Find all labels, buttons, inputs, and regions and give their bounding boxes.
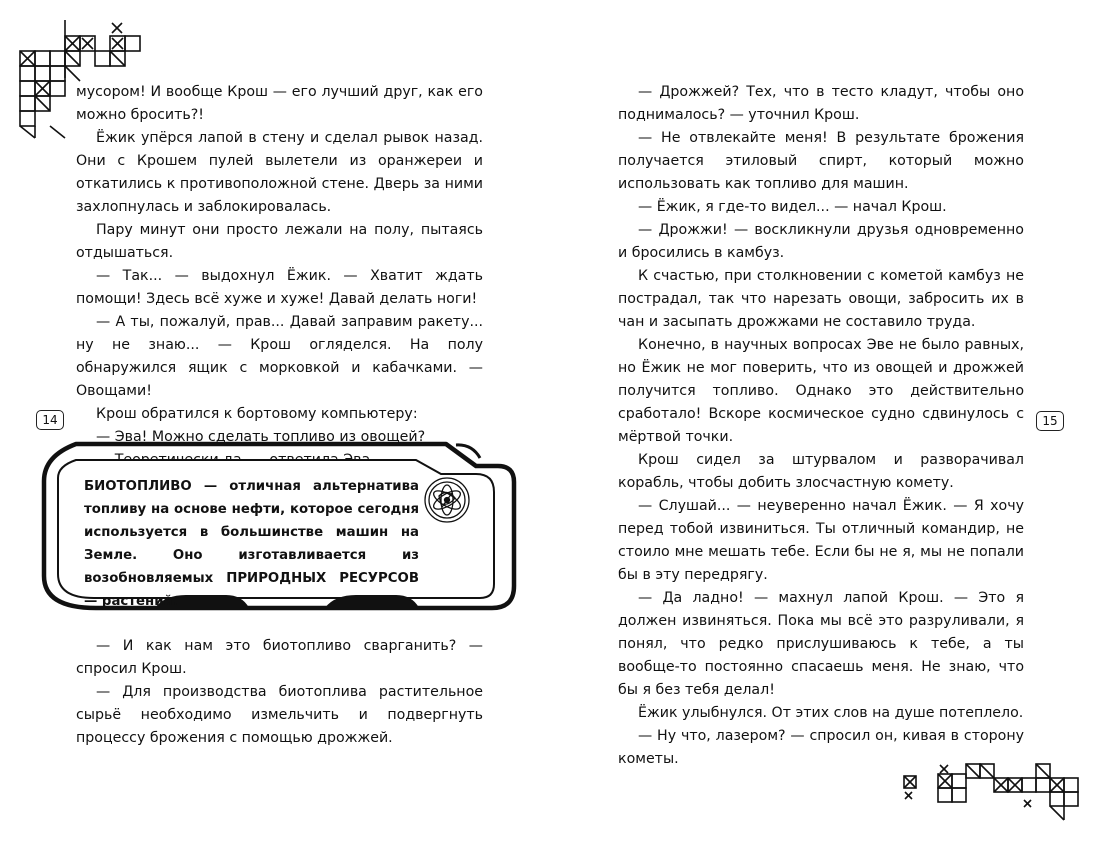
callout-text — [84, 475, 419, 613]
paragraph: — Слушай... — неуверенно начал Ёжик. — Я хочу перед тобой извиниться. Ты отличный командир, не стоило мне мешать тебе. Если бы не я, мы не попали бы в эту передрягу. — [618, 498, 1024, 583]
paragraph: Ёжик упёрся лапой в стену и сделал рывок назад. Они с Крошем пулей вылетели из оранжереи и откатились к противоположной стене. Дверь за ними захлопнулась и заблокировалась. — [76, 130, 483, 215]
paragraph: — Так... — выдохнул Ёжик. — Хватит ждать помощи! Здесь всё хуже и хуже! Давай делать ноги! — [76, 268, 483, 307]
paragraph: — Да ладно! — махнул лапой Крош. — Это я должен извиняться. Пока мы всё это разруливали, я понял, что редко прислушиваюсь к тебе, а ты вообще-то постоянно спасаешь меня. Не знаю, что бы я без тебя делал! — [618, 590, 1024, 698]
paragraph: — И как нам это биотопливо сварганить? — спросил Крош. — [76, 638, 483, 677]
paragraph: Пару минут они просто лежали на полу, пытаясь отдышаться. — [76, 222, 483, 261]
callout-term: БИОТОПЛИВО — [84, 479, 192, 494]
paragraph: Крош сидел за штурвалом и разворачивал корабль, чтобы добить злосчастную комету. — [618, 452, 1024, 491]
paragraph: — Ёжик, я где-то видел... — начал Крош. — [638, 199, 947, 215]
paragraph: Крош обратился к бортовому компьютеру: — [96, 406, 418, 422]
callout-definition: — отличная альтернатива топливу на основе нефти, которое сегодня используется в большинстве машин на Земле. Оно изготавливается из возобновляемых — [84, 479, 419, 586]
page-number-left: 14 — [36, 410, 64, 430]
paragraph: — Ну что, лазером? — спросил он, кивая в сторону кометы. — [618, 728, 1024, 767]
callout-definition-end: — растений. — [84, 594, 178, 609]
right-page-text — [618, 81, 1024, 771]
paragraph: К счастью, при столкновении с кометой камбуз не пострадал, так что нарезать овощи, забросить их в чан и засыпать дрожжами не составило труда. — [618, 268, 1024, 330]
paragraph: — Для производства биотоплива растительное сырьё необходимо измельчить и подвергнуть процессу брожения с помощью дрожжей. — [76, 684, 483, 746]
paragraph: мусором! И вообще Крош — его лучший друг, как его можно бросить?! — [76, 84, 483, 123]
paragraph: — А ты, пожалуй, прав... Давай заправим ракету... ну не знаю... — Крош огляделся. На полу обнаружился ящик с морковкой и кабачками. — Овощами! — [76, 314, 483, 399]
paragraph: Конечно, в научных вопросах Эве не было равных, но Ёжик не мог поверить, что из овощей и дрожжей получится топливо. Однако это действительно сработало! Вскоре космическое судно сдвинулось с мёртвой точки. — [618, 337, 1024, 445]
paragraph: — Дрожжей? Тех, что в тесто кладут, чтобы оно поднималось? — уточнил Крош. — [618, 84, 1024, 123]
left-page-text-top — [76, 81, 483, 472]
paragraph: — Дрожжи! — воскликнули друзья одновременно и бросились в камбуз. — [618, 222, 1024, 261]
paragraph: — Эва! Можно сделать топливо из овощей? — [96, 429, 426, 445]
callout-term-2: ПРИРОДНЫХ РЕСУРСОВ — [226, 571, 420, 586]
paragraph: Ёжик улыбнулся. От этих слов на душе потеплело. — [638, 705, 1024, 721]
left-page-text-bottom — [76, 635, 483, 750]
paragraph: — Не отвлекайте меня! В результате брожения получается этиловый спирт, который можно использовать как топливо для машин. — [618, 130, 1024, 192]
atom-icon — [423, 476, 471, 524]
page-number-right: 15 — [1036, 411, 1064, 431]
